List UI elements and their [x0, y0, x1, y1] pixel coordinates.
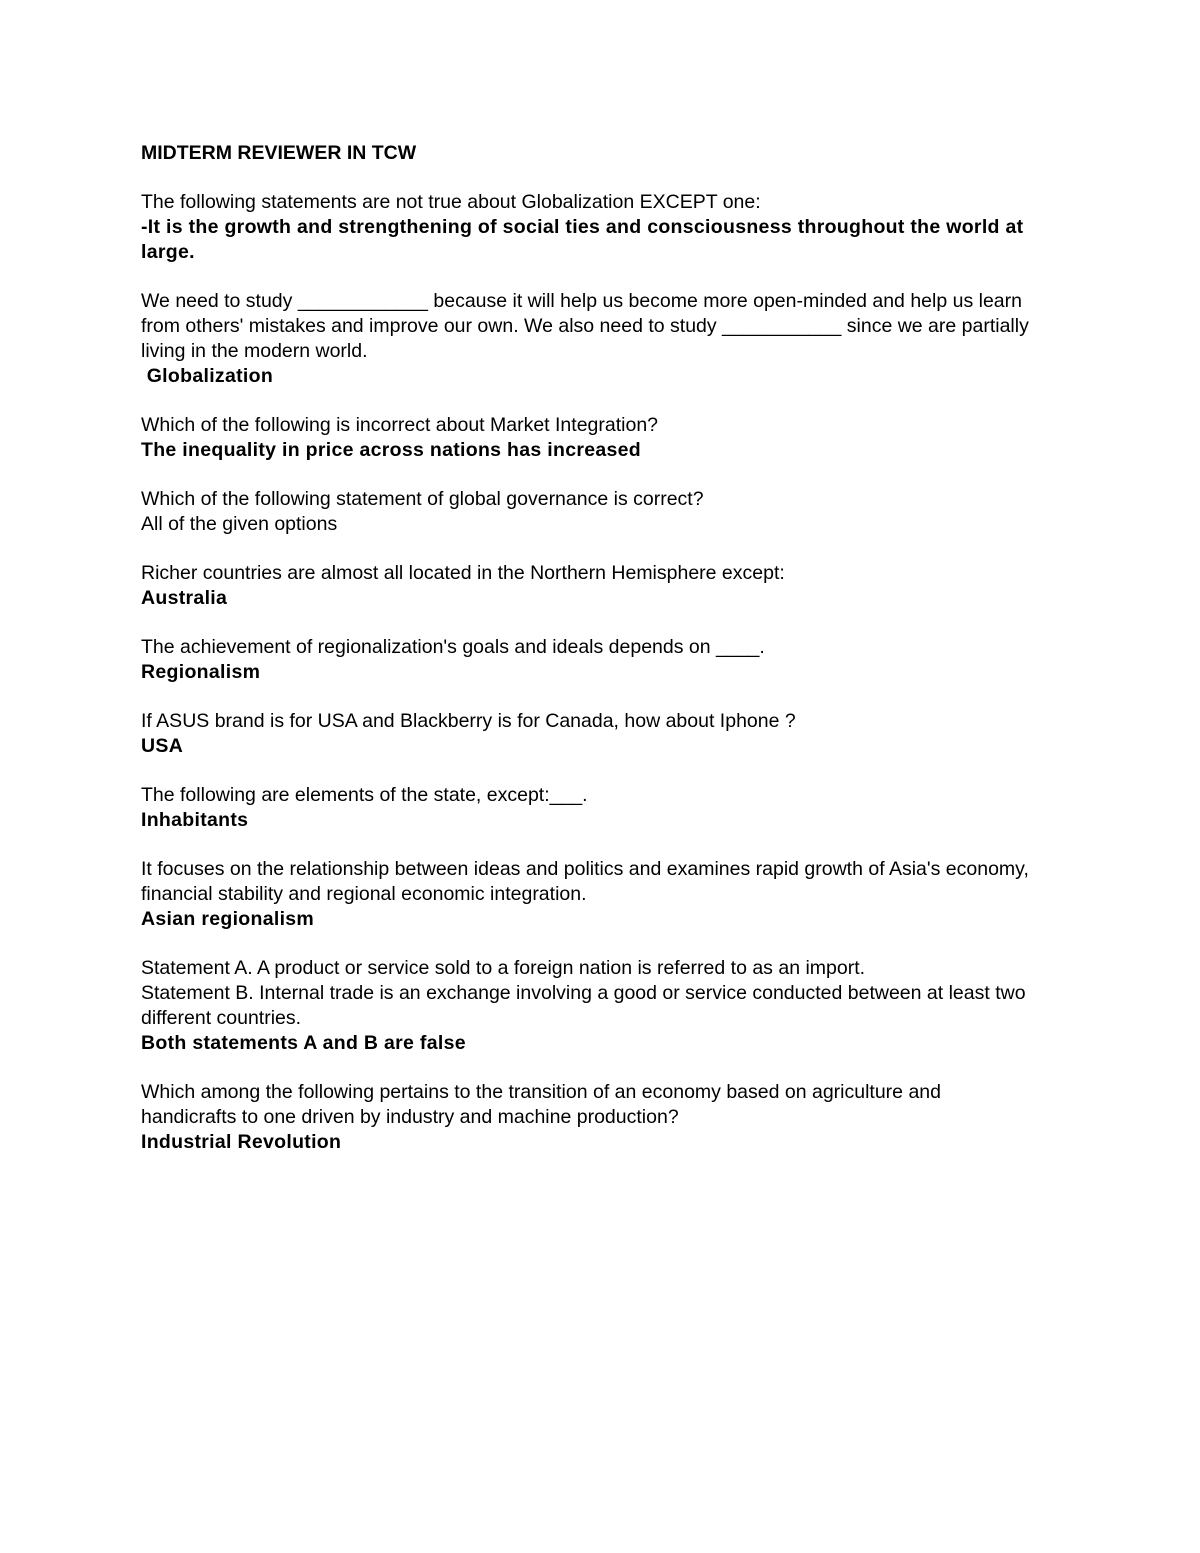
- qa-item-9: [141, 857, 1041, 932]
- qa-item-8: [141, 783, 1041, 833]
- answer-text: USA: [141, 735, 184, 757]
- qa-item-4: [141, 487, 1041, 537]
- answer-text: Australia: [141, 587, 228, 609]
- question-text: Which of the following statement of global governance is correct?: [141, 488, 704, 510]
- answer-text: -It is the growth and strengthening of social ties and consciousness throughout the world at large.: [141, 216, 1030, 263]
- question-text: If ASUS brand is for USA and Blackberry is for Canada, how about Iphone ?: [141, 710, 796, 732]
- question-text: The following statements are not true about Globalization EXCEPT one:: [141, 191, 761, 213]
- answer-text: Industrial Revolution: [141, 1131, 342, 1153]
- qa-item-10: [141, 956, 1041, 1056]
- question-text: The following are elements of the state, except:___.: [141, 784, 588, 806]
- question-text: Statement A. A product or service sold to a foreign nation is referred to as an import. Statement B. Internal trade is an exchange involving a good or service conducted between at least two different countries.: [141, 957, 1026, 1029]
- question-text: The achievement of regionalization's goals and ideals depends on ____.: [141, 636, 765, 658]
- question-text: Which of the following is incorrect about Market Integration?: [141, 414, 659, 436]
- qa-item-6: [141, 635, 1041, 685]
- question-text: It focuses on the relationship between ideas and politics and examines rapid growth of Asia's economy, financial stability and regional economic integration.: [141, 858, 1035, 905]
- answer-text: Regionalism: [141, 661, 261, 683]
- question-text: We need to study ____________ because it will help us become more open-minded and help us learn from others' mistakes and improve our own. We also need to study ___________ since we are partially living in the modern world.: [141, 290, 1035, 362]
- question-text: Which among the following pertains to the transition of an economy based on agriculture and handicrafts to one driven by industry and machine production?: [141, 1081, 947, 1128]
- question-text: Richer countries are almost all located in the Northern Hemisphere except:: [141, 562, 785, 584]
- document-page: [141, 141, 1041, 1179]
- qa-item-7: [141, 709, 1041, 759]
- qa-item-3: [141, 413, 1041, 463]
- qa-item-11: [141, 1080, 1041, 1155]
- answer-text: Asian regionalism: [141, 908, 315, 930]
- answer-text: All of the given options: [141, 513, 338, 535]
- answer-text: The inequality in price across nations has increased: [141, 439, 642, 461]
- document-title: MIDTERM REVIEWER IN TCW: [141, 142, 417, 164]
- answer-text: Both statements A and B are false: [141, 1032, 466, 1054]
- qa-item-1: [141, 190, 1041, 265]
- qa-item-2: [141, 289, 1041, 389]
- answer-text: Globalization: [141, 365, 274, 387]
- answer-text: Inhabitants: [141, 809, 249, 831]
- qa-item-5: [141, 561, 1041, 611]
